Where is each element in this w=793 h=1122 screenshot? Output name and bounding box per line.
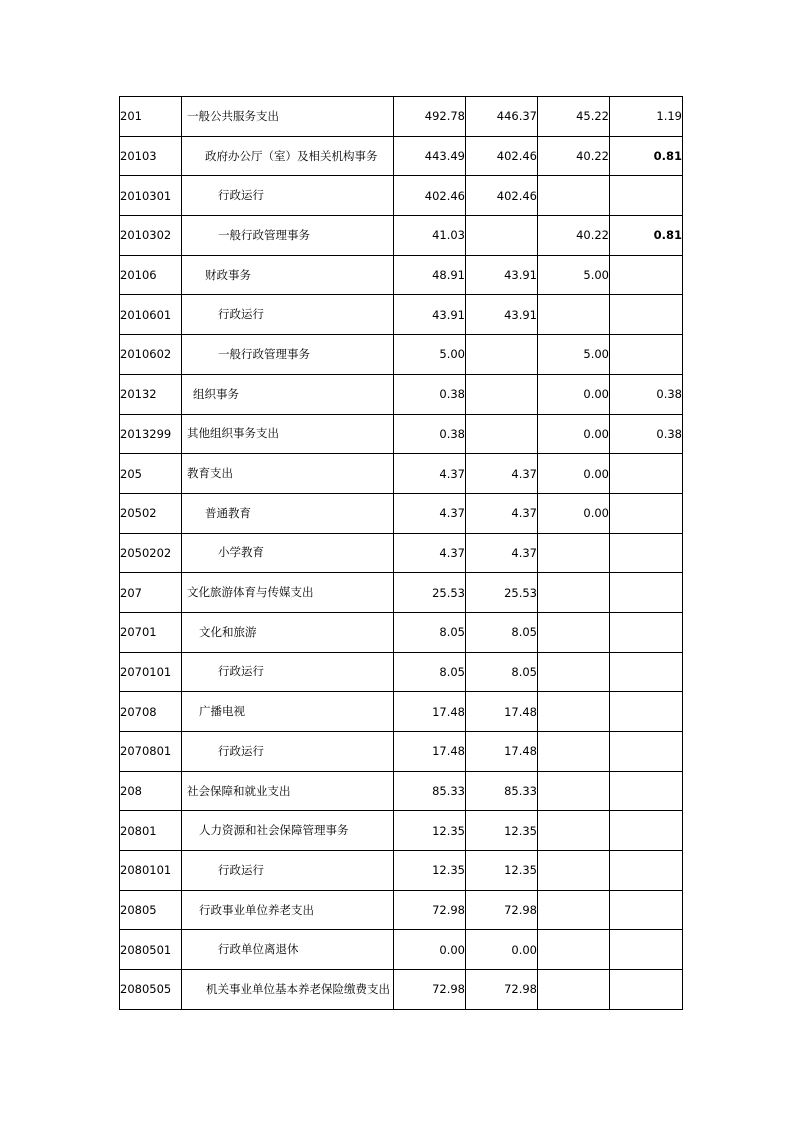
code-cell: 2050202	[120, 533, 182, 573]
name-cell: 一般公共服务支出	[182, 97, 394, 137]
code-cell: 208	[120, 771, 182, 811]
project-cell: 0.00	[538, 374, 610, 414]
other-cell: 0.38	[610, 374, 683, 414]
name-cell: 教育支出	[182, 454, 394, 494]
table-row	[120, 732, 683, 772]
other-cell	[610, 493, 683, 533]
project-cell: 5.00	[538, 335, 610, 375]
table-row	[120, 136, 683, 176]
basic-cell: 8.05	[466, 652, 538, 692]
total-cell: 12.35	[394, 811, 466, 851]
basic-cell	[466, 216, 538, 256]
project-cell: 5.00	[538, 255, 610, 295]
project-cell	[538, 612, 610, 652]
basic-cell: 85.33	[466, 771, 538, 811]
name-cell: 行政运行	[182, 652, 394, 692]
table-row	[120, 851, 683, 891]
basic-cell: 72.98	[466, 970, 538, 1010]
table-row	[120, 216, 683, 256]
name-cell: 组织事务	[182, 374, 394, 414]
project-cell: 0.00	[538, 454, 610, 494]
name-cell: 机关事业单位基本养老保险缴费支出	[182, 970, 394, 1010]
basic-cell: 43.91	[466, 295, 538, 335]
total-cell: 443.49	[394, 136, 466, 176]
name-cell: 行政单位离退休	[182, 930, 394, 970]
code-cell: 2080101	[120, 851, 182, 891]
name-cell: 文化和旅游	[182, 612, 394, 652]
other-cell: 0.81	[610, 136, 683, 176]
table-row	[120, 335, 683, 375]
basic-cell: 17.48	[466, 692, 538, 732]
code-cell: 20701	[120, 612, 182, 652]
name-cell: 人力资源和社会保障管理事务	[182, 811, 394, 851]
basic-cell	[466, 414, 538, 454]
basic-cell	[466, 374, 538, 414]
table-row	[120, 612, 683, 652]
code-cell: 205	[120, 454, 182, 494]
other-cell	[610, 176, 683, 216]
table-row	[120, 295, 683, 335]
other-cell	[610, 533, 683, 573]
basic-cell: 72.98	[466, 890, 538, 930]
basic-cell: 4.37	[466, 493, 538, 533]
project-cell	[538, 573, 610, 613]
other-cell	[610, 692, 683, 732]
table-row	[120, 255, 683, 295]
other-cell	[610, 930, 683, 970]
name-cell: 一般行政管理事务	[182, 335, 394, 375]
total-cell: 402.46	[394, 176, 466, 216]
code-cell: 2010602	[120, 335, 182, 375]
table-row	[120, 811, 683, 851]
project-cell: 0.00	[538, 414, 610, 454]
name-cell: 财政事务	[182, 255, 394, 295]
other-cell	[610, 771, 683, 811]
other-cell	[610, 255, 683, 295]
other-cell	[610, 851, 683, 891]
basic-cell: 0.00	[466, 930, 538, 970]
code-cell: 20502	[120, 493, 182, 533]
total-cell: 4.37	[394, 454, 466, 494]
other-cell: 1.19	[610, 97, 683, 137]
table-row	[120, 652, 683, 692]
name-cell: 普通教育	[182, 493, 394, 533]
other-cell	[610, 652, 683, 692]
table-row	[120, 573, 683, 613]
name-cell: 行政运行	[182, 732, 394, 772]
code-cell: 2080505	[120, 970, 182, 1010]
other-cell: 0.81	[610, 216, 683, 256]
basic-cell: 402.46	[466, 136, 538, 176]
table-row	[120, 771, 683, 811]
code-cell: 2070801	[120, 732, 182, 772]
basic-cell	[466, 335, 538, 375]
total-cell: 5.00	[394, 335, 466, 375]
code-cell: 20708	[120, 692, 182, 732]
budget-table-body	[120, 97, 683, 1010]
name-cell: 文化旅游体育与传媒支出	[182, 573, 394, 613]
total-cell: 0.38	[394, 414, 466, 454]
basic-cell: 43.91	[466, 255, 538, 295]
total-cell: 0.38	[394, 374, 466, 414]
total-cell: 17.48	[394, 692, 466, 732]
code-cell: 2010301	[120, 176, 182, 216]
name-cell: 其他组织事务支出	[182, 414, 394, 454]
project-cell	[538, 930, 610, 970]
project-cell	[538, 295, 610, 335]
name-cell: 广播电视	[182, 692, 394, 732]
total-cell: 25.53	[394, 573, 466, 613]
total-cell: 4.37	[394, 533, 466, 573]
project-cell: 45.22	[538, 97, 610, 137]
code-cell: 20103	[120, 136, 182, 176]
total-cell: 8.05	[394, 612, 466, 652]
total-cell: 8.05	[394, 652, 466, 692]
other-cell	[610, 970, 683, 1010]
budget-table	[119, 96, 683, 1010]
table-row	[120, 692, 683, 732]
code-cell: 20132	[120, 374, 182, 414]
project-cell	[538, 851, 610, 891]
code-cell: 2080501	[120, 930, 182, 970]
project-cell	[538, 176, 610, 216]
total-cell: 12.35	[394, 851, 466, 891]
code-cell: 2013299	[120, 414, 182, 454]
total-cell: 43.91	[394, 295, 466, 335]
basic-cell: 446.37	[466, 97, 538, 137]
name-cell: 行政运行	[182, 176, 394, 216]
table-row	[120, 176, 683, 216]
table-row	[120, 970, 683, 1010]
table-row	[120, 533, 683, 573]
total-cell: 4.37	[394, 493, 466, 533]
code-cell: 2010302	[120, 216, 182, 256]
total-cell: 41.03	[394, 216, 466, 256]
name-cell: 行政事业单位养老支出	[182, 890, 394, 930]
total-cell: 0.00	[394, 930, 466, 970]
name-cell: 小学教育	[182, 533, 394, 573]
code-cell: 2010601	[120, 295, 182, 335]
project-cell	[538, 771, 610, 811]
other-cell	[610, 295, 683, 335]
basic-cell: 12.35	[466, 851, 538, 891]
project-cell	[538, 811, 610, 851]
name-cell: 社会保障和就业支出	[182, 771, 394, 811]
name-cell: 行政运行	[182, 295, 394, 335]
project-cell	[538, 533, 610, 573]
total-cell: 492.78	[394, 97, 466, 137]
project-cell	[538, 970, 610, 1010]
code-cell: 207	[120, 573, 182, 613]
table-row	[120, 97, 683, 137]
table-row	[120, 414, 683, 454]
table-row	[120, 374, 683, 414]
code-cell: 201	[120, 97, 182, 137]
name-cell: 政府办公厅（室）及相关机构事务	[182, 136, 394, 176]
project-cell	[538, 692, 610, 732]
basic-cell: 25.53	[466, 573, 538, 613]
code-cell: 20805	[120, 890, 182, 930]
basic-cell: 12.35	[466, 811, 538, 851]
table-row	[120, 930, 683, 970]
project-cell	[538, 890, 610, 930]
basic-cell: 8.05	[466, 612, 538, 652]
project-cell: 0.00	[538, 493, 610, 533]
total-cell: 72.98	[394, 890, 466, 930]
other-cell	[610, 335, 683, 375]
project-cell	[538, 732, 610, 772]
code-cell: 20801	[120, 811, 182, 851]
other-cell	[610, 811, 683, 851]
name-cell: 行政运行	[182, 851, 394, 891]
other-cell	[610, 454, 683, 494]
other-cell	[610, 890, 683, 930]
table-row	[120, 890, 683, 930]
table-row	[120, 454, 683, 494]
code-cell: 2070101	[120, 652, 182, 692]
other-cell	[610, 612, 683, 652]
total-cell: 85.33	[394, 771, 466, 811]
basic-cell: 4.37	[466, 454, 538, 494]
other-cell	[610, 732, 683, 772]
total-cell: 17.48	[394, 732, 466, 772]
table-row	[120, 493, 683, 533]
project-cell	[538, 652, 610, 692]
name-cell: 一般行政管理事务	[182, 216, 394, 256]
total-cell: 72.98	[394, 970, 466, 1010]
other-cell: 0.38	[610, 414, 683, 454]
total-cell: 48.91	[394, 255, 466, 295]
other-cell	[610, 573, 683, 613]
project-cell: 40.22	[538, 136, 610, 176]
project-cell: 40.22	[538, 216, 610, 256]
code-cell: 20106	[120, 255, 182, 295]
basic-cell: 17.48	[466, 732, 538, 772]
basic-cell: 402.46	[466, 176, 538, 216]
basic-cell: 4.37	[466, 533, 538, 573]
